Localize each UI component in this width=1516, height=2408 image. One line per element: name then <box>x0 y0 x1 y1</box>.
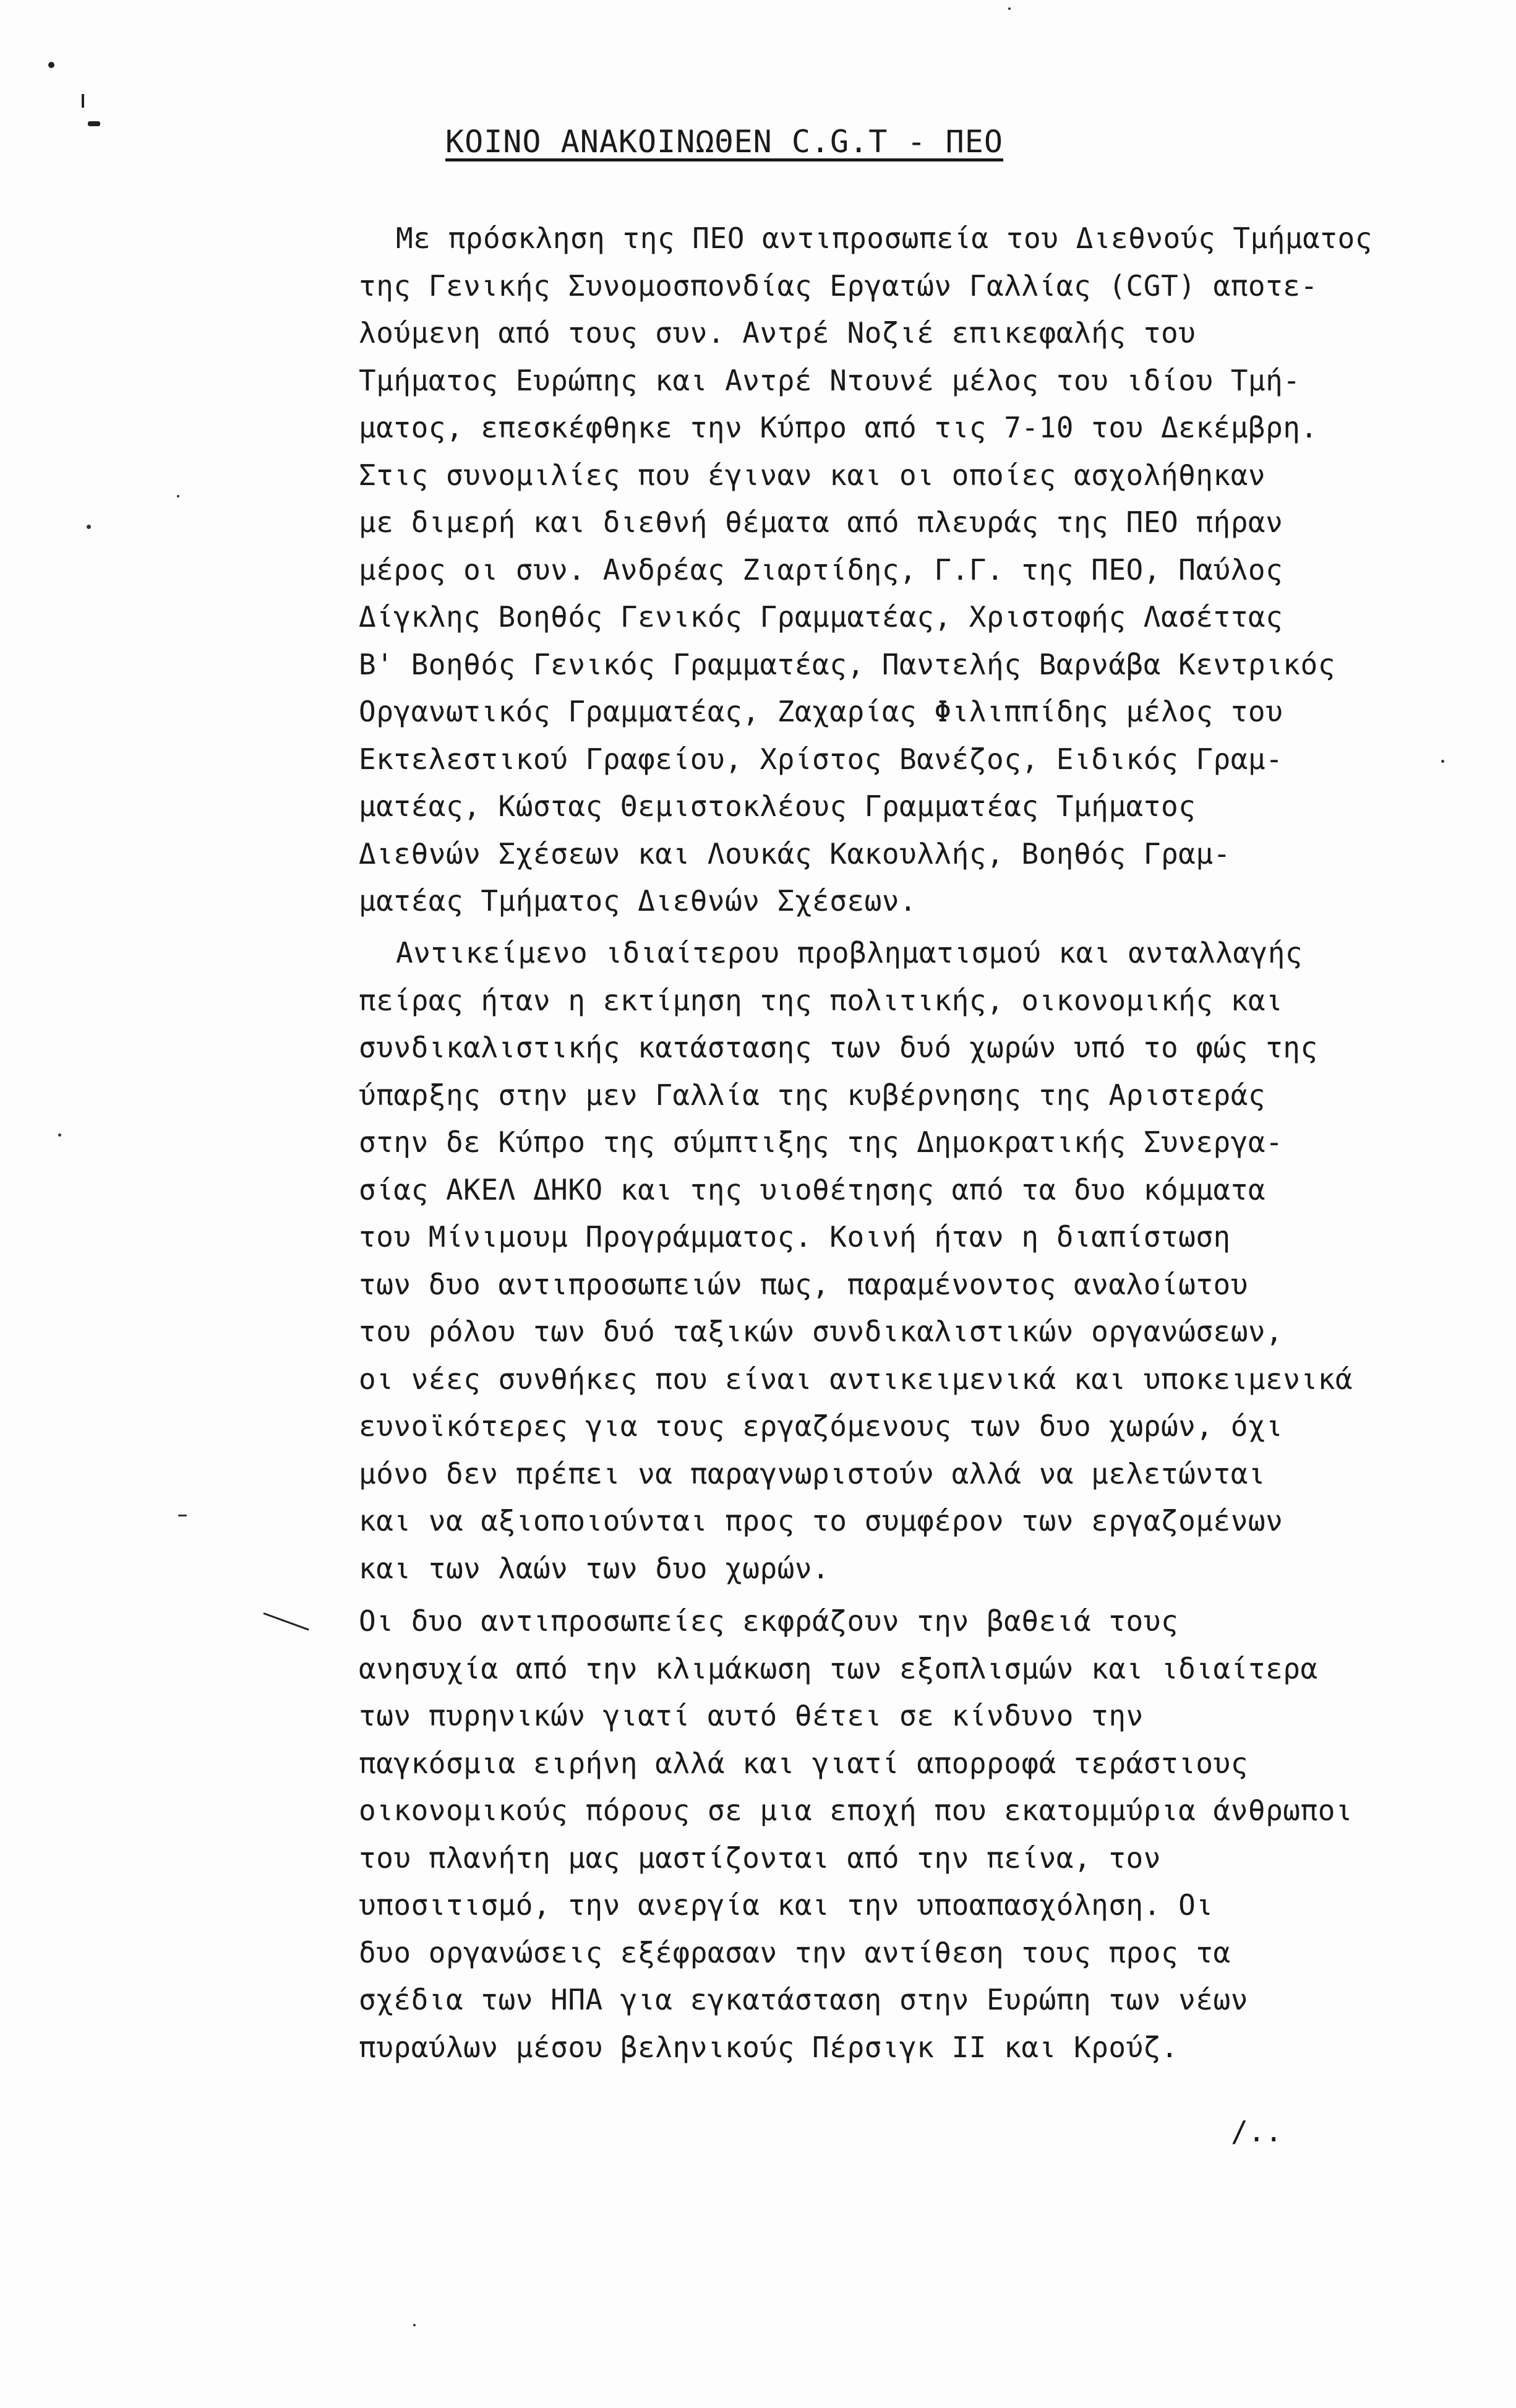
scan-mark <box>88 121 100 126</box>
scan-speck <box>178 1515 187 1516</box>
text-line: Τμήματος Ευρώπης και Αντρέ Ντουνέ μέλος του ιδίου Τμή- <box>359 364 1301 397</box>
text-line: Εκτελεστικού Γραφείου, Χρίστος Βανέζος, Ειδικός Γραμ- <box>359 742 1283 776</box>
continuation-mark: /.. <box>1231 2115 1283 2148</box>
text-line: Δίγκλης Βοηθός Γενικός Γραμματέας, Χριστοφής Λασέττας <box>359 600 1283 634</box>
text-line: του Μίνιμουμ Προγράμματος. Κοινή ήταν η διαπίστωση <box>359 1220 1231 1253</box>
scan-speck <box>413 2324 416 2326</box>
scan-speck <box>1008 7 1011 10</box>
text-line: Με πρόσκληση της ΠΕΟ αντιπροσωπεία του Διεθνούς Τμήματος <box>396 221 1373 255</box>
text-line: Στις συνομιλίες που έγιναν και οι οποίες ασχολήθηκαν <box>359 458 1266 492</box>
text-line: πυραύλων μέσου βεληνικούς Πέρσιγκ ΙΙ και Κρούζ. <box>359 2031 1179 2064</box>
text-line: με διμερή και διεθνή θέματα από πλευράς της ΠΕΟ πήραν <box>359 505 1283 539</box>
text-line: του πλανήτη μας μαστίζονται από την πείνα, τον <box>359 1841 1161 1875</box>
text-line: παγκόσμια ειρήνη αλλά και γιατί απορροφά τεράστιους <box>359 1747 1248 1780</box>
text-line: Οι δυο αντιπροσωπείες εκφράζουν την βαθειά τους <box>359 1604 1179 1638</box>
text-line: των δυο αντιπροσωπειών πως, παραμένοντος αναλοίωτου <box>359 1268 1248 1301</box>
text-line: ύπαρξης στην μεν Γαλλία της κυβέρνησης της Αριστεράς <box>359 1078 1266 1112</box>
scan-mark <box>48 62 54 68</box>
text-line: σίας ΑΚΕΛ ΔΗΚΟ και της υιοθέτησης από τα δυο κόμματα <box>359 1173 1266 1206</box>
document-title: ΚΟΙΝΟ ΑΝΑΚΟΙΝΩΘΕΝ C.G.T - ΠΕΟ <box>445 124 1003 160</box>
text-line: Οργανωτικός Γραμματέας, Ζαχαρίας Φιλιππίδης μέλος του <box>359 695 1283 728</box>
text-line: των πυρηνικών γιατί αυτό θέτει σε κίνδυνο την <box>359 1699 1144 1732</box>
scan-speck <box>177 495 179 497</box>
text-line: Διεθνών Σχέσεων και Λουκάς Κακουλλής, Βοηθός Γραμ- <box>359 837 1231 871</box>
text-line: υποσιτισμό, την ανεργία και την υποαπασχόληση. Οι <box>359 1888 1214 1922</box>
text-line: ευνοϊκότερες για τους εργαζόμενους των δυο χωρών, όχι <box>359 1409 1283 1443</box>
text-line: μέρος οι συν. Ανδρέας Ζιαρτίδης, Γ.Γ. της ΠΕΟ, Παύλος <box>359 553 1283 587</box>
scan-mark <box>82 94 84 108</box>
text-line: ματέας, Κώστας Θεμιστοκλέους Γραμματέας Τμήματος <box>359 789 1196 823</box>
text-line: λούμενη από τους συν. Αντρέ Νοζιέ επικεφαλής του <box>359 316 1196 350</box>
scan-speck <box>87 525 91 529</box>
scan-mark <box>263 1612 309 1630</box>
text-line: ματος, επεσκέφθηκε την Κύπρο από τις 7-10 του Δεκέμβρη. <box>359 411 1318 444</box>
scan-speck <box>58 1133 61 1137</box>
scan-speck <box>1441 760 1444 763</box>
text-line: της Γενικής Συνομοσπονδίας Εργατών Γαλλίας (CGT) αποτε- <box>359 269 1318 303</box>
text-line: στην δε Κύπρο της σύμπτιξης της Δημοκρατικής Συνεργα- <box>359 1125 1283 1159</box>
text-line: σχέδια των ΗΠΑ για εγκατάσταση στην Ευρώπη των νέων <box>359 1983 1248 2016</box>
text-line: και των λαών των δυο χωρών. <box>359 1552 830 1585</box>
text-line: ανησυχία από την κλιμάκωση των εξοπλισμών και ιδιαίτερα <box>359 1652 1318 1685</box>
text-line: δυο οργανώσεις εξέφρασαν την αντίθεση τους προς τα <box>359 1936 1231 1969</box>
text-line: και να αξιοποιούνται προς το συμφέρον των εργαζομένων <box>359 1504 1283 1537</box>
text-line: μόνο δεν πρέπει να παραγνωριστούν αλλά να μελετώνται <box>359 1457 1266 1490</box>
text-line: συνδικαλιστικής κατάστασης των δυό χωρών υπό το φώς της <box>359 1031 1318 1064</box>
text-line: πείρας ήταν η εκτίμηση της πολιτικής, οικονομικής και <box>359 984 1283 1017</box>
text-line: ματέας Τμήματος Διεθνών Σχέσεων. <box>359 884 917 918</box>
text-line: Β' Βοηθός Γενικός Γραμματέας, Παντελής Βαρνάβα Κεντρικός <box>359 648 1335 681</box>
text-line: Αντικείμενο ιδιαίτερου προβληματισμού και ανταλλαγής <box>396 936 1303 970</box>
text-line: του ρόλου των δυό ταξικών συνδικαλιστικών οργανώσεων, <box>359 1315 1283 1348</box>
text-line: οι νέες συνθήκες που είναι αντικειμενικά και υποκειμενικά <box>359 1362 1353 1396</box>
text-line: οικονομικούς πόρους σε μια εποχή που εκατομμύρια άνθρωποι <box>359 1794 1353 1827</box>
